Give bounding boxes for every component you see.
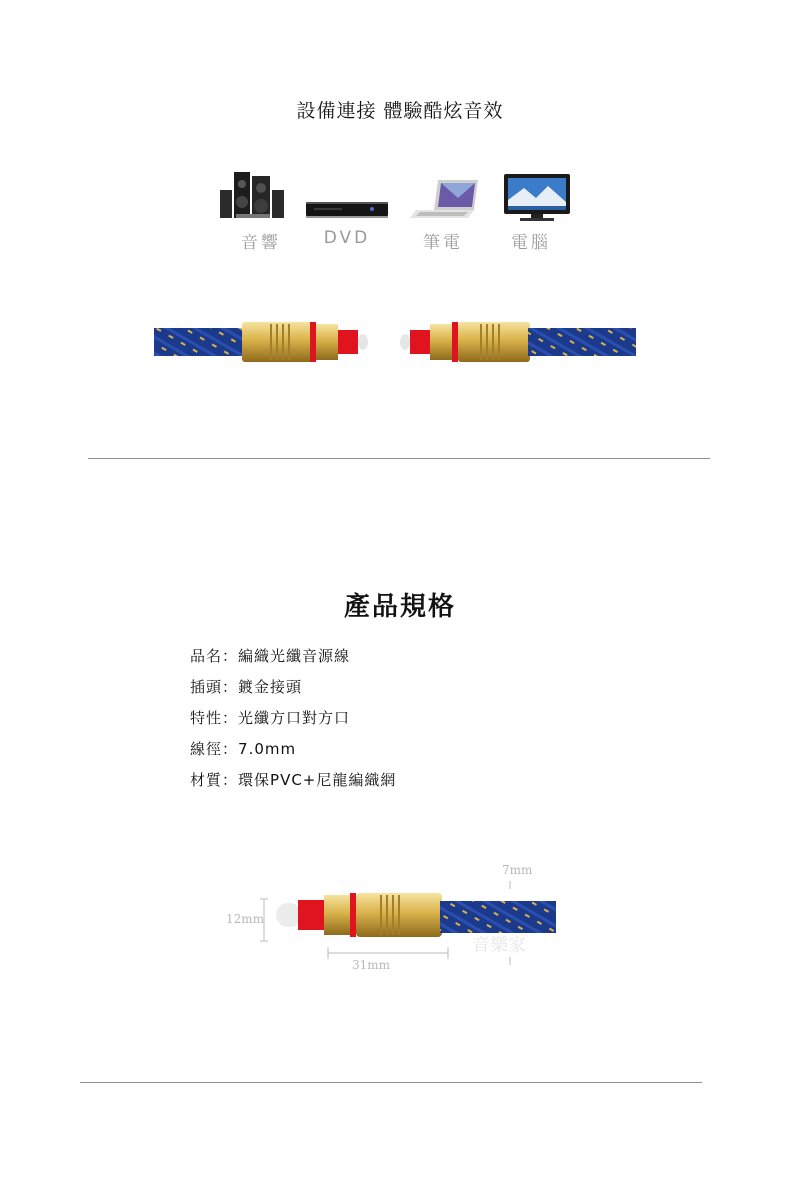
section-divider	[80, 1082, 702, 1083]
spec-value: 編織光纖音源線	[238, 647, 351, 665]
spec-value: 鍍金接頭	[238, 678, 303, 696]
spec-title: 產品規格	[343, 592, 456, 622]
diameter-label: 7mm	[502, 863, 533, 877]
spec-separator: ：	[222, 647, 239, 665]
cable-dimension-image	[220, 855, 580, 985]
section-divider	[88, 458, 710, 459]
spec-separator: ：	[222, 709, 239, 727]
monitor-icon	[476, 168, 586, 224]
plug-length-label: 31mm	[352, 958, 391, 972]
spec-key: 材質	[190, 771, 223, 789]
device-label: 筆電	[423, 233, 463, 253]
spec-row	[190, 707, 610, 738]
spec-row	[190, 645, 610, 676]
device-label: 電腦	[511, 233, 551, 253]
spec-value: 7.0mm	[238, 740, 297, 758]
spec-row	[190, 769, 610, 800]
watermark: 音樂家	[472, 935, 526, 956]
spec-separator: ：	[222, 771, 239, 789]
spec-key: 插頭	[190, 678, 223, 696]
headline: 設備連接 體驗酷炫音效	[296, 100, 504, 122]
device-monitor	[476, 168, 586, 258]
dvd-player-icon	[292, 168, 402, 224]
spec-key: 線徑	[190, 740, 223, 758]
cable-pair-image	[150, 312, 640, 372]
spec-row	[190, 738, 610, 769]
spec-key: 特性	[190, 709, 223, 727]
spec-separator: ：	[222, 678, 239, 696]
device-dvd	[292, 168, 402, 258]
spec-separator: ：	[222, 740, 239, 758]
device-label: 音響	[241, 233, 281, 253]
spec-value: 環保PVC+尼龍編織網	[238, 771, 397, 789]
device-row	[0, 168, 800, 258]
spec-value: 光纖方口對方口	[238, 709, 351, 727]
spec-list	[190, 645, 610, 800]
device-label: DVD	[323, 228, 371, 248]
spec-key: 品名	[190, 647, 223, 665]
spec-row	[190, 676, 610, 707]
plug-height-label: 12mm	[226, 912, 265, 926]
